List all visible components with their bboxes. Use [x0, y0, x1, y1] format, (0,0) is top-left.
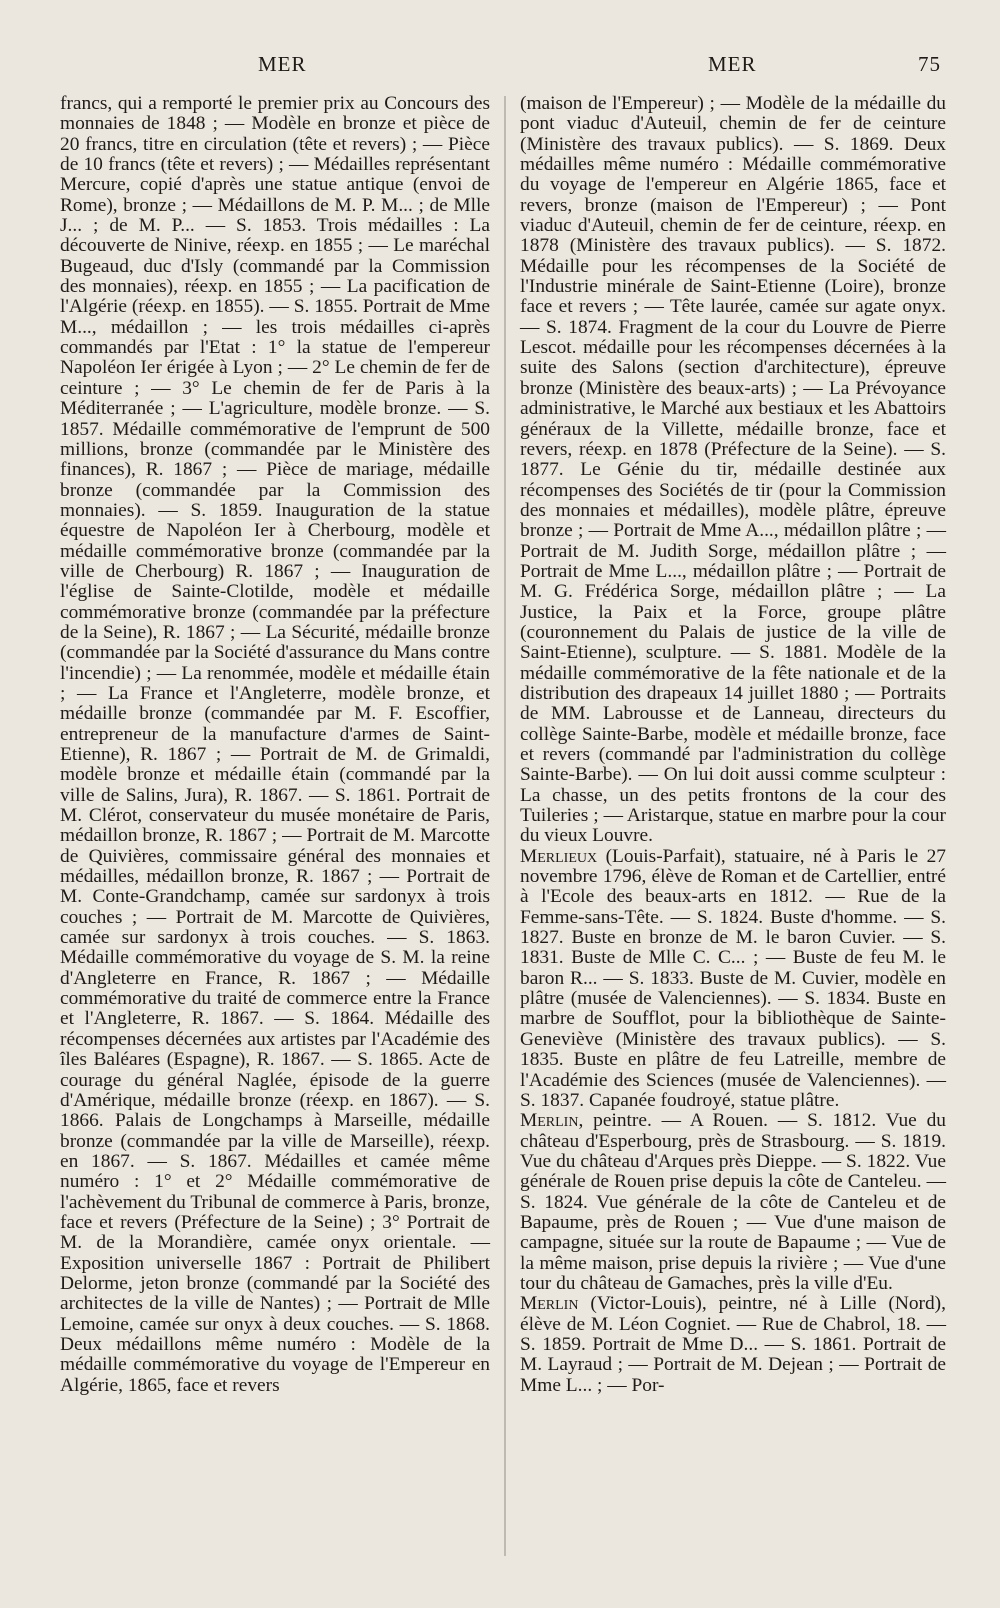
entry-name: Merlieux [520, 845, 598, 867]
page-number: 75 [918, 52, 941, 76]
entry-merlin-victor-louis [520, 1294, 946, 1396]
entry-text: , peintre. — A Rouen. — S. 1812. Vue du château d'Esperbourg, près de Strasbourg. — S. 1819. Vue du château d'Arques près Dieppe. — S. 1822. Vue générale de Rouen prise depuis la côte de Canteleu. — S. 1824. Vue générale de la côte de Canteleu et de Bapaume, près de Rouen ; — Vue d'une maison de campagne, située sur la route de Bapaume ; — Vue de la même maison, prise depuis la rivière ; — Vue d'une tour du château de Gamaches, près la ville d'Eu. [520, 1110, 946, 1294]
entry-continuation: (maison de l'Empereur) ; — Modèle de la médaille du pont viaduc d'Auteuil, chemin de fer de ceinture (Ministère des travaux publics). — S. 1869. Deux médailles même numéro : Médaille commémorative du voyage de l'empereur en Algérie 1865, face et revers, bronze (maison de l'Empereur) ; — Pont viaduc d'Auteuil, chemin de fer de ceinture, réexp. en 1878 (Ministère des travaux publics). — S. 1872. Médaille pour les récompenses de la Société de l'Industrie minérale de Saint-Etienne (Loire), bronze face et revers ; — Tête laurée, camée sur agate onyx. — S. 1874. Fragment de la cour du Louvre de Pierre Lescot. médaille pour les récompenses décernées à la suite des Salons (section d'architecture), épreuve bronze (Ministère des beaux-arts) ; — La Prévoyance administrative, le Marché aux bestiaux et les Abattoirs généraux de la Villette, médaille bronze, face et revers, réexp. en 1878 (Préfecture de la Seine). — S. 1877. Le Génie du tir, médaille destinée aux récompenses des Sociétés de tir (pour la Commission des monnaies et médailles), modèle plâtre, épreuve bronze ; — Portrait de Mme A..., médaillon plâtre ; — Portrait de M. Judith Sorge, médaillon plâtre ; — Portrait de Mme L..., médaillon plâtre ; — Portrait de M. G. Frédérica Sorge, médaillon plâtre ; — La Justice, la Paix et la Force, groupe plâtre (couronnement du Palais de justice de la ville de Saint-Etienne), sculpture. — S. 1881. Modèle de la médaille commémorative de la fête nationale et de la distribution des drapeaux 14 juillet 1880 ; — Portraits de MM. Labrousse et de Lanneau, directeurs du collège Sainte-Barbe, modèle et médaille bronze, face et revers (commandé par l'administration du collège Sainte-Barbe). — On lui doit aussi comme sculpteur : La chasse, un des petits frontons de la cour des Tuileries ; — Aristarque, statue en marbre pour la cour du vieux Louvre. [520, 93, 946, 847]
left-column-text: francs, qui a remporté le premier prix au Concours des monnaies de 1848 ; — Modèle en bronze et pièce de 20 francs, titre en circulation (tête et revers) ; — Pièce de 10 francs (tête et revers) ; — Médailles représentant Mercure, copié d'après une statue antique (envoi de Rome), bronze ; — Médaillons de M. P. M... ; de Mlle J... ; de M. P... — S. 1853. Trois médailles : La découverte de Ninive, réexp. en 1855 ; — Le maréchal Bugeaud, duc d'Isly (commandé par la Commission des monnaies), réexp. en 1855 ; — La pacification de l'Algérie (réexp. en 1855). — S. 1855. Portrait de Mme M..., médaillon ; — les trois médailles ci-après commandés par l'Etat : 1° la statue de l'empereur Napoléon Ier érigée à Lyon ; — 2° Le chemin de fer de ceinture ; — 3° Le chemin de fer de Paris à la Méditerranée ; — L'agriculture, modèle bronze. — S. 1857. Médaille commémorative de l'emprunt de 500 millions, bronze (commandée par le Ministère des finances), R. 1867 ; — Pièce de mariage, médaille bronze (commandée par la Commission des monnaies). — S. 1859. Inauguration de la statue équestre de Napoléon Ier à Cherbourg, modèle et médaille commémorative bronze (commandée par la ville de Cherbourg) R. 1867 ; — Inauguration de l'église de Sainte-Clotilde, modèle et médaille commémorative bronze (commandée par la préfecture de la Seine), R. 1867 ; — La Sécurité, médaille bronze (commandée par la Société d'assurance du Mans contre l'incendie) ; — La renommée, modèle et médaille étain ; — La France et l'Angleterre, modèle bronze, et médaille bronze (commandée par M. F. Escoffier, entrepreneur de la manufacture d'armes de Saint-Etienne), R. 1867 ; — Portrait de M. de Grimaldi, modèle bronze et médaille étain (commandé par la ville de Salins, Jura), R. 1867. — S. 1861. Portrait de M. Clérot, conservateur du musée monétaire de Paris, médaillon bronze, R. 1867 ; — Portrait de M. Marcotte de Quivières, commissaire général des monnaies et médailles, médaillon bronze, R. 1867 ; — Portrait de M. Conte-Grandchamp, camée sur sardonyx à trois couches ; — Portrait de M. Marcotte de Quivières, camée sur sardonyx à trois couches. — S. 1863. Médaille commémorative du voyage de S. M. la reine d'Angleterre en France, R. 1867 ; — Médaille commémorative du traité de commerce entre la France et l'Angleterre, R. 1867. — S. 1864. Médaille des récompenses décernées aux artistes par l'Académie des îles Baléares (Espagne), R. 1867. — S. 1865. Acte de courage du général Naglée, épisode de la guerre d'Amérique, médaille bronze (réexp. en 1867). — S. 1866. Palais de Longchamps à Marseille, médaille bronze (commandée par la ville de Marseille), réexp. en 1867. — S. 1867. Médailles et camée même numéro : 1° et 2° Médaille commémorative de l'achèvement du Tribunal de commerce à Paris, bronze, face et revers (Préfecture de la Seine) ; 3° Portrait de M. de la Morandière, camée onyx orientale. — Exposition universelle 1867 : Portrait de Philibert Delorme, jeton bronze (commandé par la Société des architectes de la ville de Nantes) ; — Portrait de Mlle Lemoine, camée sur onyx à deux couches. — S. 1868. Deux médaillons même numéro : Modèle de la médaille commémorative du voyage de l'Empereur en Algérie, 1865, face et revers [60, 93, 490, 1396]
entry-merlin [520, 1111, 946, 1294]
left-column [60, 94, 490, 1396]
entry-text: (Victor-Louis), peintre, né à Lille (Nord), élève de M. Léon Cogniet. — Rue de Chabrol, 18. — S. 1859. Portrait de Mme D... — S. 1861. Portrait de M. Layraud ; — Portrait de M. Dejean ; — Portrait de Mme L... ; — Por- [520, 1293, 946, 1396]
column-divider [504, 96, 506, 1556]
right-running-title: MER [708, 52, 757, 76]
entry-merlieux [520, 847, 946, 1111]
entry-text: (Louis-Parfait), statuaire, né à Paris le 27 novembre 1796, élève de Roman et de Cartellier, entré à l'Ecole des beaux-arts en 1812. — Rue de la Femme-sans-Tête. — S. 1824. Buste d'homme. — S. 1827. Buste en bronze de M. le baron Cuvier. — S. 1831. Buste de Mlle C. C... ; — Buste de feu M. le baron R... — S. 1833. Buste de M. Cuvier, modèle en plâtre (musée de Valenciennes). — S. 1834. Buste en marbre de Soufflot, pour la bibliothèque de Sainte-Geneviève (Ministère des travaux publics). — S. 1835. Buste en plâtre de feu Latreille, membre de l'Académie des Sciences (musée de Valenciennes). — S. 1837. Capanée foudroyé, statue plâtre. [520, 845, 946, 1111]
running-header [0, 52, 1000, 82]
entry-name: Merlin [520, 1110, 579, 1132]
left-running-title: MER [258, 52, 307, 76]
entry-name: Merlin [520, 1293, 579, 1315]
right-column [520, 94, 946, 1396]
